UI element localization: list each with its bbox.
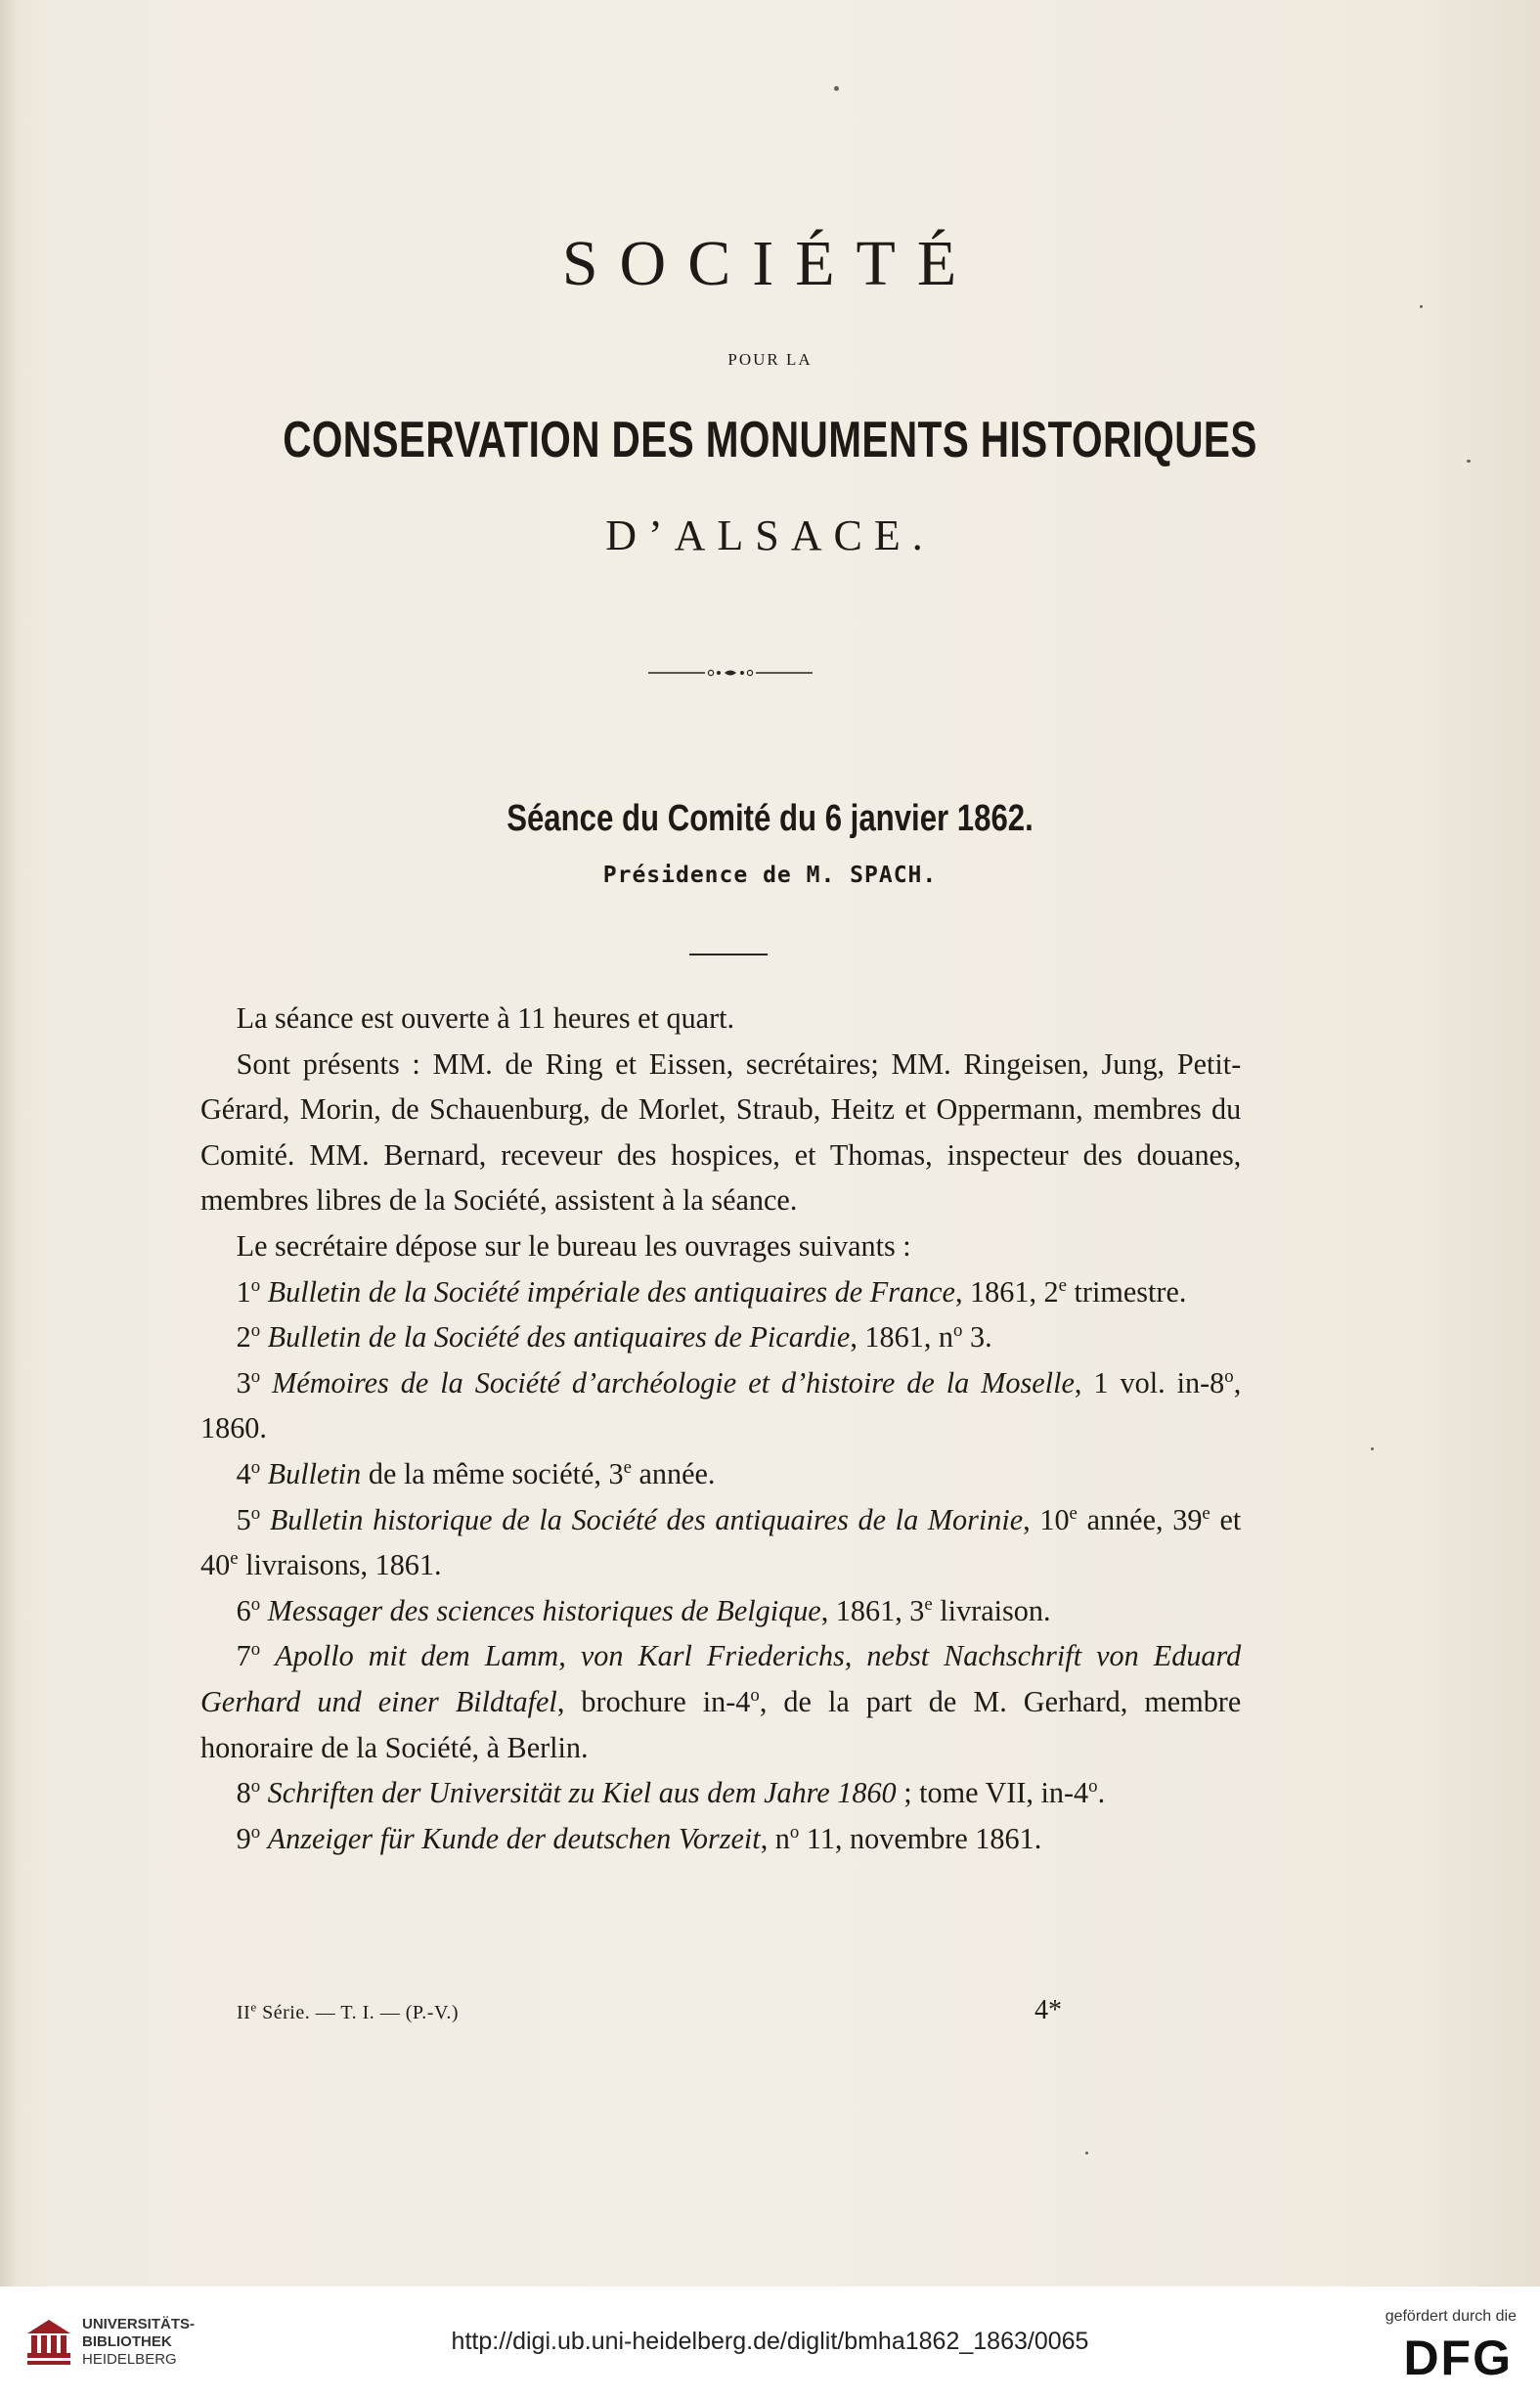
list-item: 3$^o$ Mémoires de la Société d’archéologie et d’histoire de la Moselle, 1 vol. in-8$^o$, 1860. xyxy=(200,1365,1242,1445)
paper-speck xyxy=(1085,2152,1088,2154)
list-item: 8$^o$ Schriften der Universität zu Kiel aus dem Jahre 1860 ; tome VII, in-4$^o$. xyxy=(236,1776,1106,1810)
separator-rule xyxy=(689,954,768,955)
digitization-footer-bar xyxy=(0,2287,1540,2398)
source-url-link[interactable]: http://digi.ub.uni-heidelberg.de/diglit/bmha1862_1863/0065 xyxy=(451,2328,1089,2355)
footer-series-label: IIe Série. — T. I. — (P.-V.) xyxy=(237,1999,459,2023)
list-item: 6$^o$ Messager des sciences historiques de Belgique, 1861, 3e livraison. xyxy=(236,1593,1051,1627)
dfg-logo: DFG xyxy=(1403,2331,1513,2385)
session-title: Séance du Comité du 6 janvier 1862. xyxy=(506,798,1034,839)
society-title-alsace: D’ALSACE. xyxy=(605,511,935,559)
university-library-name: UNIVERSITÄTS- BIBLIOTHEK HEIDELBERG xyxy=(82,2316,196,2368)
society-title: SOCIÉTÉ xyxy=(561,228,979,299)
society-title-pour-la: POUR LA xyxy=(727,350,813,369)
paper-speck xyxy=(1420,305,1423,308)
paragraph-attendees: Sont présents : MM. de Ring et Eissen, secrétaires; MM. Ringeisen, Jung, Petit-Gérard, Morin, de Schauenburg, de Morlet, Straub, Heitz et Oppermann, membres du Comité. MM. Bernard, receveur des hospices, et Thomas, inspecteur des douanes, membres libres de la Société, assistent à la séance. xyxy=(200,1046,1242,1218)
list-item: 7$^o$ Apollo mit dem Lamm, von Karl Friederichs, nebst Nachschrift von Eduard Gerhard und einer Bildtafel, brochure in-4$^o$, de la part de M. Gerhard, membre honoraire de la Société, à Berlin. xyxy=(200,1639,1242,1764)
paper-speck xyxy=(834,86,839,91)
paper-speck xyxy=(1371,1447,1374,1450)
paragraph-deposit: Le secrétaire dépose sur le bureau les ouvrages suivants : xyxy=(236,1228,911,1263)
paper-speck xyxy=(1467,460,1471,463)
society-title-conservation: CONSERVATION DES MONUMENTS HISTORIQUES xyxy=(283,412,1257,468)
list-item: 4$^o$ Bulletin de la même société, 3e année. xyxy=(236,1456,716,1490)
funding-note: gefördert durch die xyxy=(1385,2308,1517,2325)
list-item: 9$^o$ Anzeiger für Kunde der deutschen Vorzeit, $n^o$ 11, novembre 1861. xyxy=(236,1821,1042,1855)
session-presidence: Présidence de M. SPACH. xyxy=(602,863,938,888)
decorative-ornament-rule xyxy=(648,668,813,678)
paragraph-opening: La séance est ouverte à 11 heures et quart. xyxy=(236,1001,735,1035)
minutes-body xyxy=(200,996,1241,1861)
list-item: 2$^o$ Bulletin de la Société des antiquaires de Picardie, 1861, $n^o$ 3. xyxy=(236,1320,992,1354)
list-item: 5$^o$ Bulletin historique de la Société des antiquaires de la Morinie, 10e année, 39e et 40e livraisons, 1861. xyxy=(200,1502,1242,1582)
footer-signature-mark: 4* xyxy=(1034,1995,1062,2025)
list-item: 1$^o$ Bulletin de la Société impériale des antiquaires de France, 1861, 2e trimestre. xyxy=(236,1274,1187,1309)
